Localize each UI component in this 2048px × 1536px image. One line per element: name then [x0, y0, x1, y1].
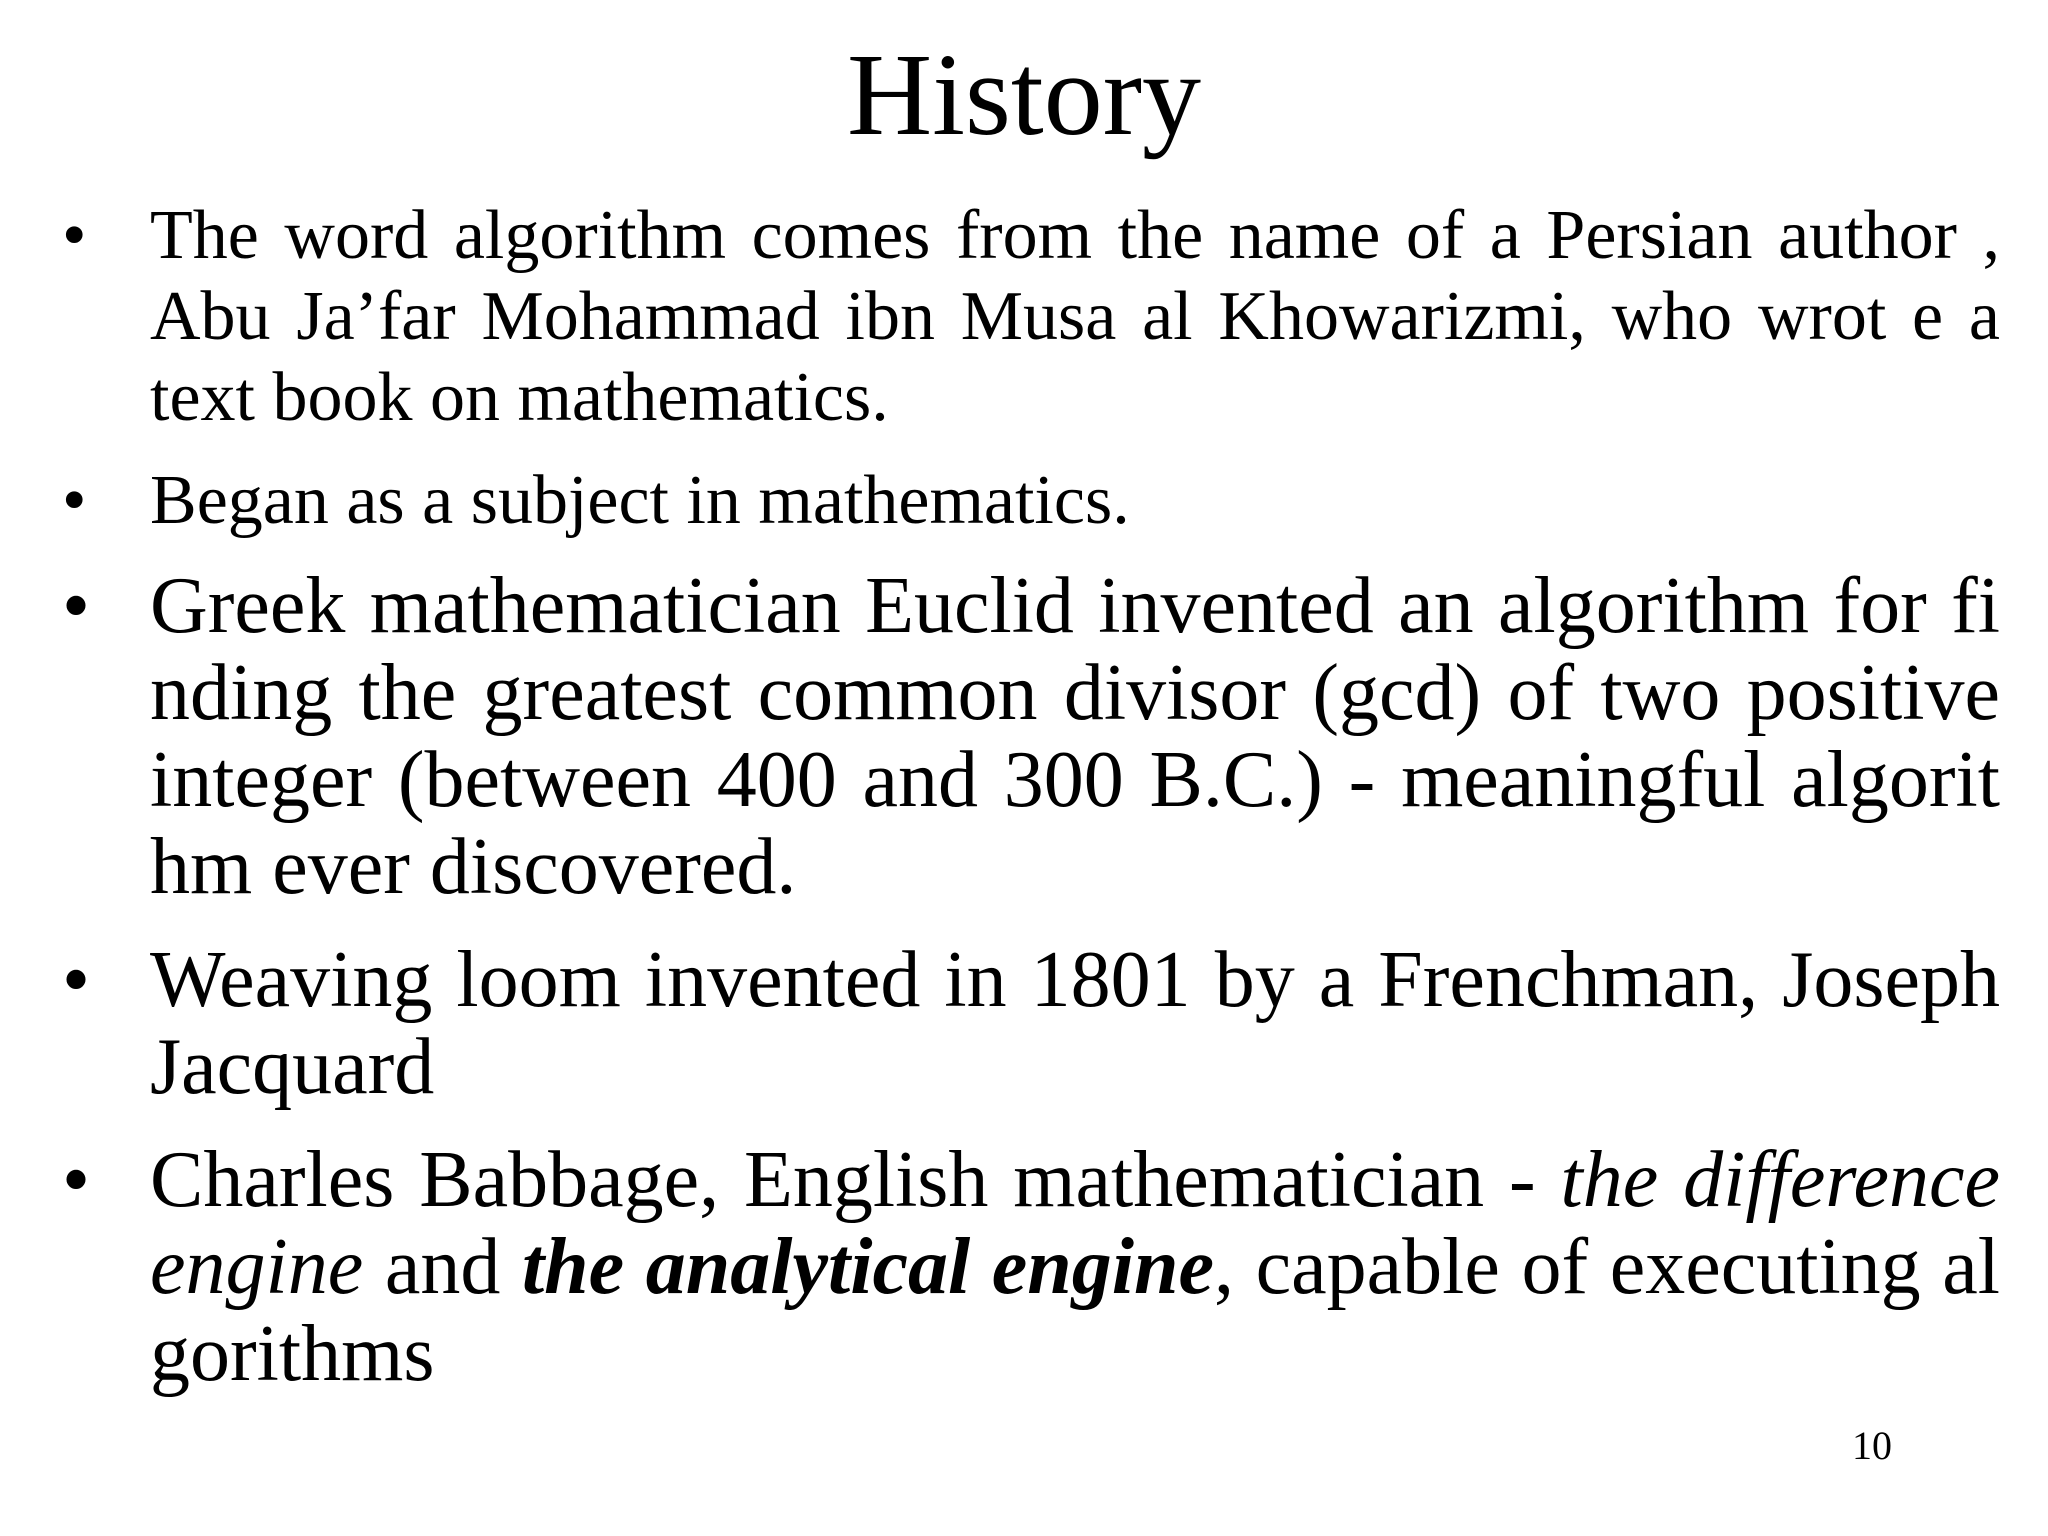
bullet-text: The word algorithm comes from the name of a Persian author , Abu Ja’far Mohammad ibn Musa al Khowarizmi, who wrot e a text book on mathematics. — [150, 197, 2000, 436]
bullet-dot-icon: • — [62, 562, 91, 650]
slide-title: History — [847, 29, 1201, 160]
bullet-dot-icon: • — [62, 936, 91, 1024]
bullet-item — [0, 1137, 2000, 1398]
bullet-text: Greek mathematician Euclid invented an algorithm for fi nding the greatest common divisor (gcd) of two positive integer (between 400 and 300 B.C.) - meaningful algorit hm ever discovered. — [150, 562, 2000, 911]
bullet-text: Weaving loom invented in 1801 by a Frenchman, Joseph Jacquard — [150, 936, 2000, 1111]
bullet-text — [150, 1136, 2000, 1398]
bullet-text-part: and — [363, 1223, 522, 1311]
bullet-item — [0, 460, 2000, 541]
italic-term: the difference engine — [150, 1136, 2001, 1311]
bullet-item — [0, 937, 2000, 1111]
bullet-text-part: , capable of executing al gorithms — [150, 1223, 2000, 1398]
bold-italic-term: the analytical engine — [521, 1223, 1215, 1311]
bullet-text: Began as a subject in mathematics. — [150, 462, 1130, 539]
bullet-list — [0, 195, 2048, 1424]
bullet-text-part: Charles Babbage, English mathematician - — [150, 1136, 1561, 1224]
bullet-item — [0, 195, 2000, 438]
bullet-dot-icon: • — [62, 462, 87, 539]
bullet-dot-icon: • — [62, 1136, 91, 1224]
page-number: 10 — [1852, 1423, 1892, 1468]
bullet-item — [0, 563, 2000, 911]
bullet-dot-icon: • — [62, 197, 87, 274]
